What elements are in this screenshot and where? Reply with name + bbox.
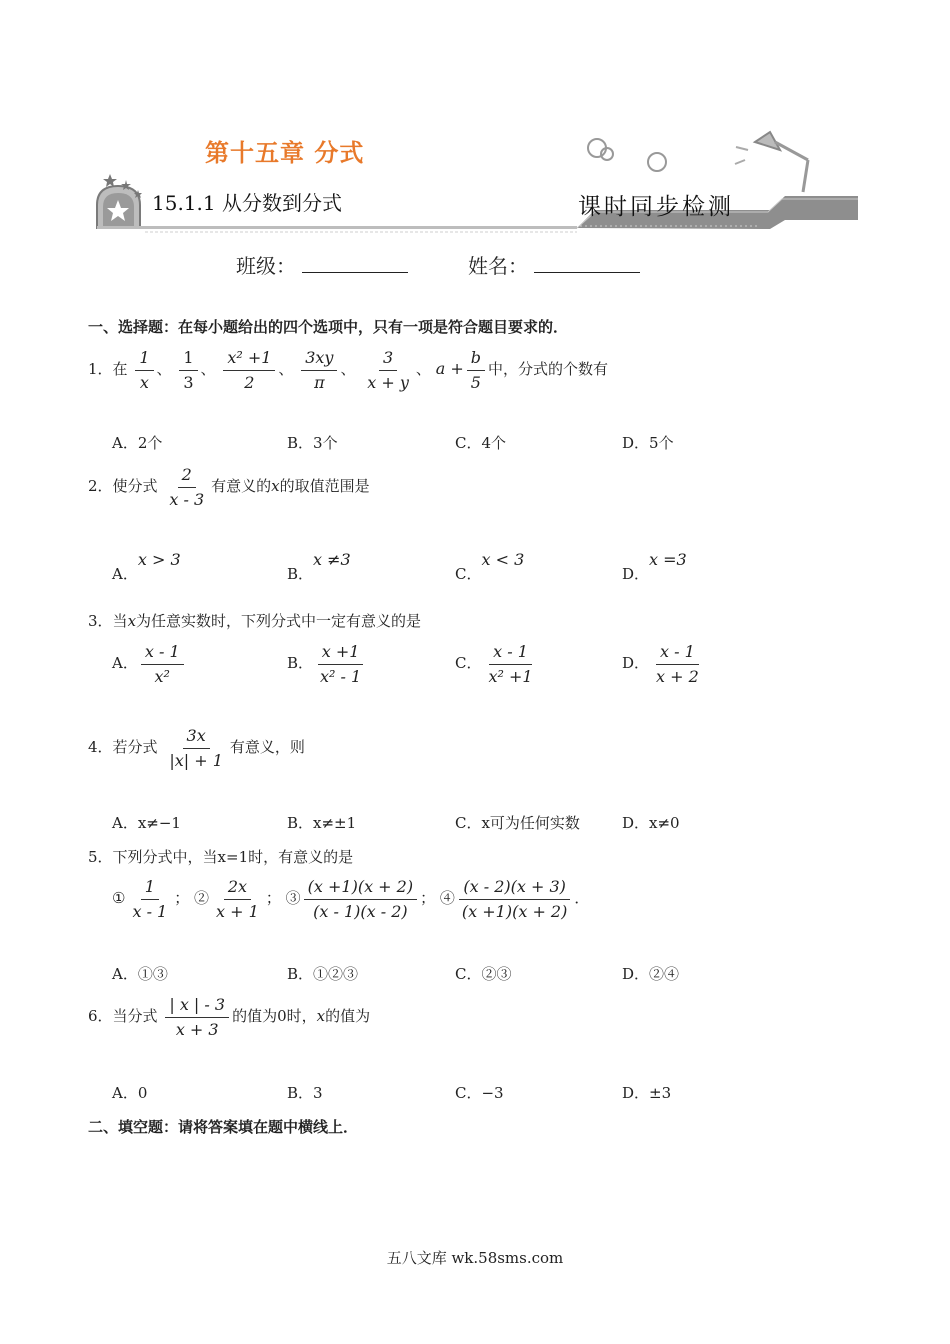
name-field	[468, 250, 640, 279]
question-6: 6．当分式 $\frac{| x | - 3}{x + 3}$ 的值为0时，x的值为	[88, 995, 371, 1039]
name-blank	[534, 254, 640, 273]
part1-heading: 一、选择题：在每小题给出的四个选项中，只有一项是符合题目要求的．	[88, 318, 569, 336]
class-field	[236, 250, 408, 279]
q4-option-a[interactable]: A．x≠−1	[112, 814, 181, 832]
q1-option-c[interactable]: C．4个	[455, 434, 507, 452]
q4-option-b[interactable]: B．x≠±1	[287, 814, 357, 832]
q4-option-d[interactable]: D．x≠0	[622, 814, 680, 832]
desk-lamp-icon	[588, 132, 808, 192]
q5-option-d[interactable]: D．②④	[622, 965, 680, 983]
question-text: 若分式	[112, 738, 158, 757]
q2-option-c[interactable]: C．x < 3	[455, 550, 525, 583]
question-number: 4．	[88, 738, 113, 757]
q2-option-a[interactable]: A．x > 3	[112, 550, 181, 583]
fraction: $\frac{3x}{|x| + 1}$	[169, 726, 223, 770]
q6-option-b[interactable]: B．3	[287, 1084, 323, 1102]
header-banner	[0, 0, 950, 240]
q2-option-d[interactable]: D．x =3	[622, 550, 687, 583]
part2-heading: 二、填空题：请将答案填在题中横线上．	[88, 1118, 359, 1136]
q1-option-d[interactable]: D．5个	[622, 434, 674, 452]
q3-option-b[interactable]: B． $\frac{x +1}{\text{x² - 1}}$	[287, 643, 368, 685]
q5-option-b[interactable]: B．①②③	[287, 965, 359, 983]
q3-option-d[interactable]: D． $\frac{x - 1}{x + 2}$	[622, 642, 699, 686]
question-text: 下列分式中，当x=1时，有意义的是	[112, 848, 354, 866]
expression: a +	[435, 359, 464, 379]
class-label: 班级：	[236, 254, 296, 278]
q3-option-c[interactable]: C． $\frac{x - 1}{\text{x² +1}}$	[455, 642, 533, 686]
question-text: 为任意实数时，下列分式中一定有意义的是	[136, 612, 422, 630]
name-label: 姓名：	[468, 254, 528, 278]
fraction: $\frac{b}{5}$	[467, 349, 485, 391]
question-text: 在	[112, 360, 128, 379]
q5-option-a[interactable]: A．①③	[112, 965, 168, 983]
question-text: 当分式	[112, 1007, 158, 1026]
q5-option-c[interactable]: C．②③	[455, 965, 512, 983]
fraction: $\frac{3xy}{\pi}$	[301, 349, 337, 391]
fraction: $\frac{\text{x² +1}}{2}$	[223, 349, 275, 391]
brand-title: 课时同步检测	[578, 194, 734, 220]
q6-option-a[interactable]: A．0	[112, 1084, 148, 1102]
question-number: 5．	[88, 848, 113, 866]
question-4	[88, 727, 305, 769]
question-number: 6．	[88, 1007, 113, 1026]
question-3: 3．当x为任意实数时，下列分式中一定有意义的是	[88, 612, 422, 630]
question-text: 使分式	[112, 477, 158, 496]
question-2: 2．使分式 $\frac{2}{x - 3}$ 有意义的x的取值范围是	[88, 465, 370, 509]
q4-option-c[interactable]: C．x可为任何实数	[455, 814, 580, 832]
q5-items: ① $\frac{1}{x - 1}$ ； ② $\frac{2x}{x + 1}$ ； ③ $\frac{(x +1)(x + 2)}{(x - 1)(x - 2)}$ ； ④ $\frac{(x - 2)(x + 3)}{(x +1)(x + 2)}$ ．	[112, 877, 590, 921]
question-text: 有意义，则	[229, 738, 305, 757]
question-text: 中，分式的个数有	[487, 360, 608, 379]
fraction: $\frac{2}{x - 3}$	[169, 465, 205, 509]
q1-option-b[interactable]: B．3个	[287, 434, 338, 452]
banner-bar-left	[97, 226, 577, 229]
footer-watermark: 五八文库 wk.58sms.com	[386, 1249, 564, 1267]
fraction: $\frac{1}{3}$	[179, 349, 197, 391]
q1-option-a[interactable]: A．2个	[112, 434, 163, 452]
q3-option-a[interactable]: A． $\frac{x - 1}{\text{x²}}$	[112, 643, 187, 685]
question-5	[88, 846, 353, 867]
q6-option-d[interactable]: D．±3	[622, 1084, 672, 1102]
section-title: 15.1.1 从分数到分式	[152, 191, 342, 215]
fraction: $\frac{3}{x + y}$	[367, 348, 409, 392]
star-emblem-icon	[97, 174, 142, 228]
chapter-title: 第十五章 分式	[205, 138, 365, 167]
q2-option-b[interactable]: B．x ≠3	[287, 550, 351, 583]
question-number: 2．	[88, 477, 113, 496]
question-1: 1．在 $\frac{1}{x}$ 、 $\frac{1}{3}$ 、 $\frac{\text{x² +1}}{2}$ 、 $\frac{3xy}{\pi}$ 、 $\frac{3}{x + y}$ 、 a + $\frac{b}{5}$ 中，分式的个数有	[88, 348, 608, 392]
q6-option-c[interactable]: C．−3	[455, 1084, 504, 1102]
class-blank	[302, 254, 408, 273]
question-number: 3．	[88, 612, 113, 630]
fraction: $\frac{| x | - 3}{x + 3}$	[165, 996, 229, 1038]
fraction: $\frac{1}{x}$	[135, 349, 153, 391]
question-number: 1．	[88, 360, 113, 379]
